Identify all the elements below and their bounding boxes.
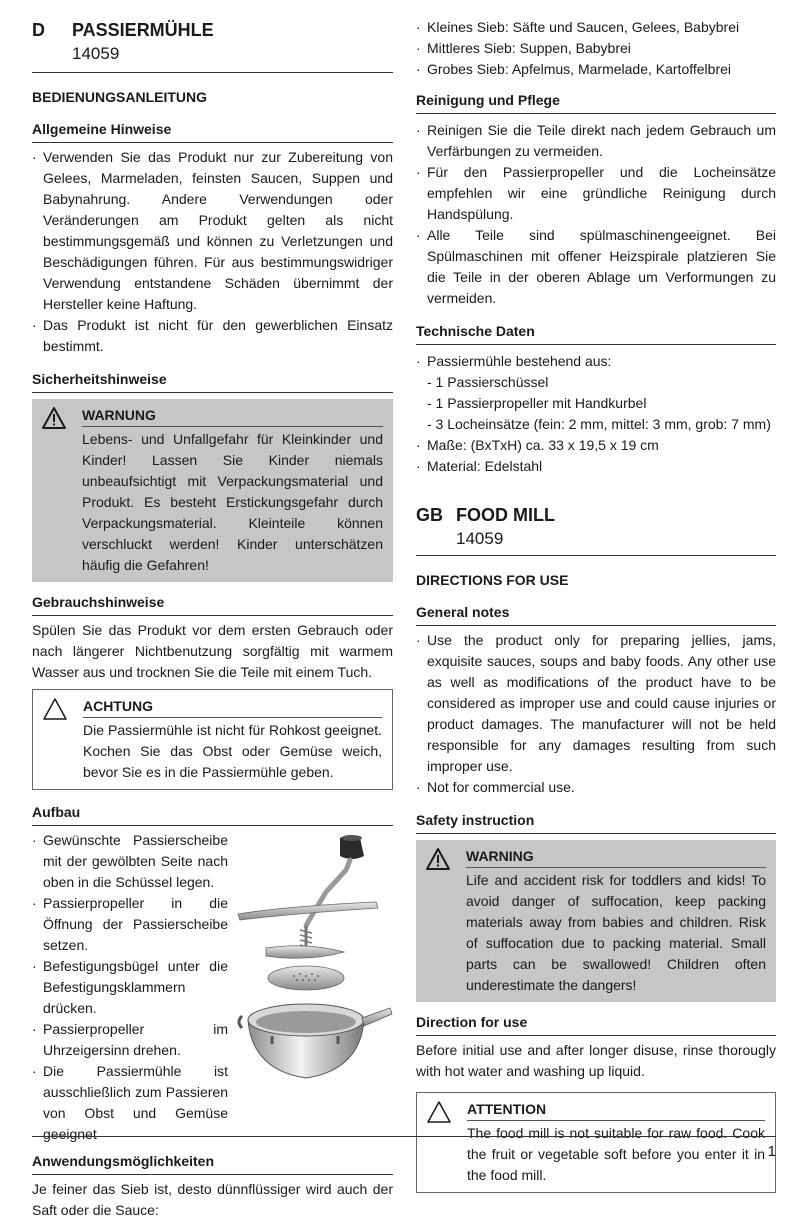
gb-attention-text: The food mill is not suitable for raw food. Cook the fruit or vegetable soft before you enter it in the food mill. [467, 1125, 765, 1183]
de-warning-box [32, 399, 393, 582]
gb-language-code: GB [416, 505, 443, 525]
list-item [416, 351, 776, 435]
gb-safety-heading: Safety instruction [416, 810, 776, 834]
gb-general-heading: General notes [416, 602, 776, 626]
gb-warning-box [416, 840, 776, 1002]
food-mill-exploded-illustration [228, 830, 393, 1090]
de-applications-list [416, 17, 776, 80]
attention-icon [427, 1099, 467, 1186]
technical-subitem: - 1 Passierpropeller mit Handkurbel [427, 395, 647, 411]
list-item: · Reinigen Sie die Teile direkt nach jedem Gebrauch um Verfärbungen zu vermeiden. [416, 120, 776, 162]
de-attention-text: Die Passiermühle ist nicht für Rohkost geeignet. Kochen Sie das Obst oder Gemüse weich, bevor Sie es in die Passiermühle geben. [83, 722, 382, 780]
warning-icon [426, 846, 466, 996]
gb-usage-text: Before initial use and after longer disuse, rinse thorougly with hot water and washing up liquid. [416, 1042, 776, 1079]
list-item: · Das Produkt ist nicht für den gewerblichen Einsatz bestimmt. [32, 315, 393, 357]
gb-attention-title: ATTENTION [467, 1099, 765, 1121]
de-attention-box [32, 689, 393, 790]
list-item: · Material: Edelstahl [416, 456, 776, 477]
de-general-list [32, 147, 393, 357]
de-warning-title: WARNUNG [82, 405, 383, 427]
de-manual-heading: BEDIENUNGSANLEITUNG [32, 89, 208, 105]
list-item: · Use the product only for preparing jellies, jams, exquisite sauces, soups and baby foods. Any other use as well as modifications of the product have to be considered as improper use and could cause injuries or product damages. The manufacturer will not be held responsible for any damages resulting from such improper use. [416, 630, 776, 777]
list-item: · Mittleres Sieb: Suppen, Babybrei [416, 38, 776, 59]
list-item: · Alle Teile sind spülmaschinengeeignet. Bei Spülmaschinen mit offener Heizspirale platzieren Sie die Teile in der oberen Ablage um Verformungen zu vermeiden. [416, 225, 776, 309]
list-item: · Gewünschte Passierscheibe mit der gewölbten Seite nach oben in die Schüssel legen. [32, 830, 228, 893]
de-assembly-heading: Aufbau [32, 802, 393, 826]
list-item: · Kleines Sieb: Säfte und Saucen, Gelees, Babybrei [416, 17, 776, 38]
de-technical-heading: Technische Daten [416, 321, 776, 345]
de-language-code: D [32, 20, 45, 40]
list-item: · Passierpropeller im Uhrzeigersinn drehen. [32, 1019, 228, 1061]
warning-icon [42, 405, 82, 576]
de-usage-heading: Gebrauchshinweise [32, 592, 393, 616]
gb-header [416, 503, 776, 556]
list-item: · Grobes Sieb: Apfelmus, Marmelade, Kartoffelbrei [416, 59, 776, 80]
list-item: · Verwenden Sie das Produkt nur zur Zubereitung von Gelees, Marmeladen, feinsten Saucen, Suppen und Babynahrung. Andere Verwendungen oder Veränderungen am Produkt gelten als nicht bestimmungsgemäß und können zu Verletzungen und Beschädigungen führen. Für aus bestimmungswidriger Verwendung entstandene Schäden übernimmt der Hersteller keine Haftung. [32, 147, 393, 315]
gb-usage-heading: Direction for use [416, 1012, 776, 1036]
gb-warning-title: WARNING [466, 846, 766, 868]
de-applications-text: Je feiner das Sieb ist, desto dünnflüssiger wird auch der Saft oder die Sauce: [32, 1181, 393, 1218]
technical-subitem: - 3 Locheinsätze (fein: 2 mm, mittel: 3 mm, grob: 7 mm) [427, 416, 771, 432]
footer-divider [32, 1136, 776, 1137]
gb-manual-heading: DIRECTIONS FOR USE [416, 572, 569, 588]
right-column [416, 0, 776, 1193]
gb-warning-text: Life and accident risk for toddlers and kids! To avoid danger of suffocation, keep packing materials away from babies and children. Risk of suffocation due to packing material. Small parts can be swallowed! Children often underestimate the dangers! [466, 872, 766, 993]
list-item: · Not for commercial use. [416, 777, 776, 798]
german-column [32, 0, 393, 1221]
de-warning-text: Lebens- und Unfallgefahr für Kleinkinder und Kinder! Lassen Sie Kinder niemals unbeaufsichtigt mit Verpackungsmaterial und Produkt. Es besteht Erstickungsgefahr durch Verpackungsmaterial. Kleinteile können verschluckt werden! Kinder unterschätzen häufig die Gefahren! [82, 431, 383, 573]
de-product-title: PASSIERMÜHLE [72, 20, 214, 40]
gb-product-title: FOOD MILL [456, 505, 555, 525]
technical-subitem: - 1 Passierschüssel [427, 374, 549, 390]
page-number: 1 [767, 1143, 776, 1160]
de-usage-text: Spülen Sie das Produkt vor dem ersten Gebrauch oder nach längerer Nichtbenutzung sorgfältig mit warmem Wasser aus und trocknen Sie die Teile mit einem Tuch. [32, 622, 393, 680]
de-assembly-list [32, 830, 228, 1145]
de-technical-list [416, 351, 776, 477]
gb-attention-box [416, 1092, 776, 1193]
list-item: · Für den Passierpropeller und die Locheinsätze empfehlen wir eine gründliche Reinigung durch Handspülung. [416, 162, 776, 225]
list-item: · Die Passiermühle ist ausschließlich zum Passieren von Obst und Gemüse geeignet [32, 1061, 228, 1145]
list-item: · Maße: (BxTxH) ca. 33 x 19,5 x 19 cm [416, 435, 776, 456]
de-safety-heading: Sicherheitshinweise [32, 369, 393, 393]
attention-icon [43, 696, 83, 783]
gb-general-list [416, 630, 776, 798]
de-cleaning-list [416, 120, 776, 309]
de-article-number: 14059 [72, 44, 120, 63]
de-cleaning-heading: Reinigung und Pflege [416, 90, 776, 114]
technical-item-text: Passiermühle bestehend aus: [427, 353, 612, 369]
list-item: · Passierpropeller in die Öffnung der Passierscheibe setzen. [32, 893, 228, 956]
gb-article-number: 14059 [456, 529, 504, 548]
de-attention-title: ACHTUNG [83, 696, 382, 718]
de-general-heading: Allgemeine Hinweise [32, 119, 393, 143]
de-header [32, 0, 393, 73]
de-applications-heading: Anwendungsmöglichkeiten [32, 1151, 393, 1175]
list-item: · Befestigungsbügel unter die Befestigungsklammern drücken. [32, 956, 228, 1019]
